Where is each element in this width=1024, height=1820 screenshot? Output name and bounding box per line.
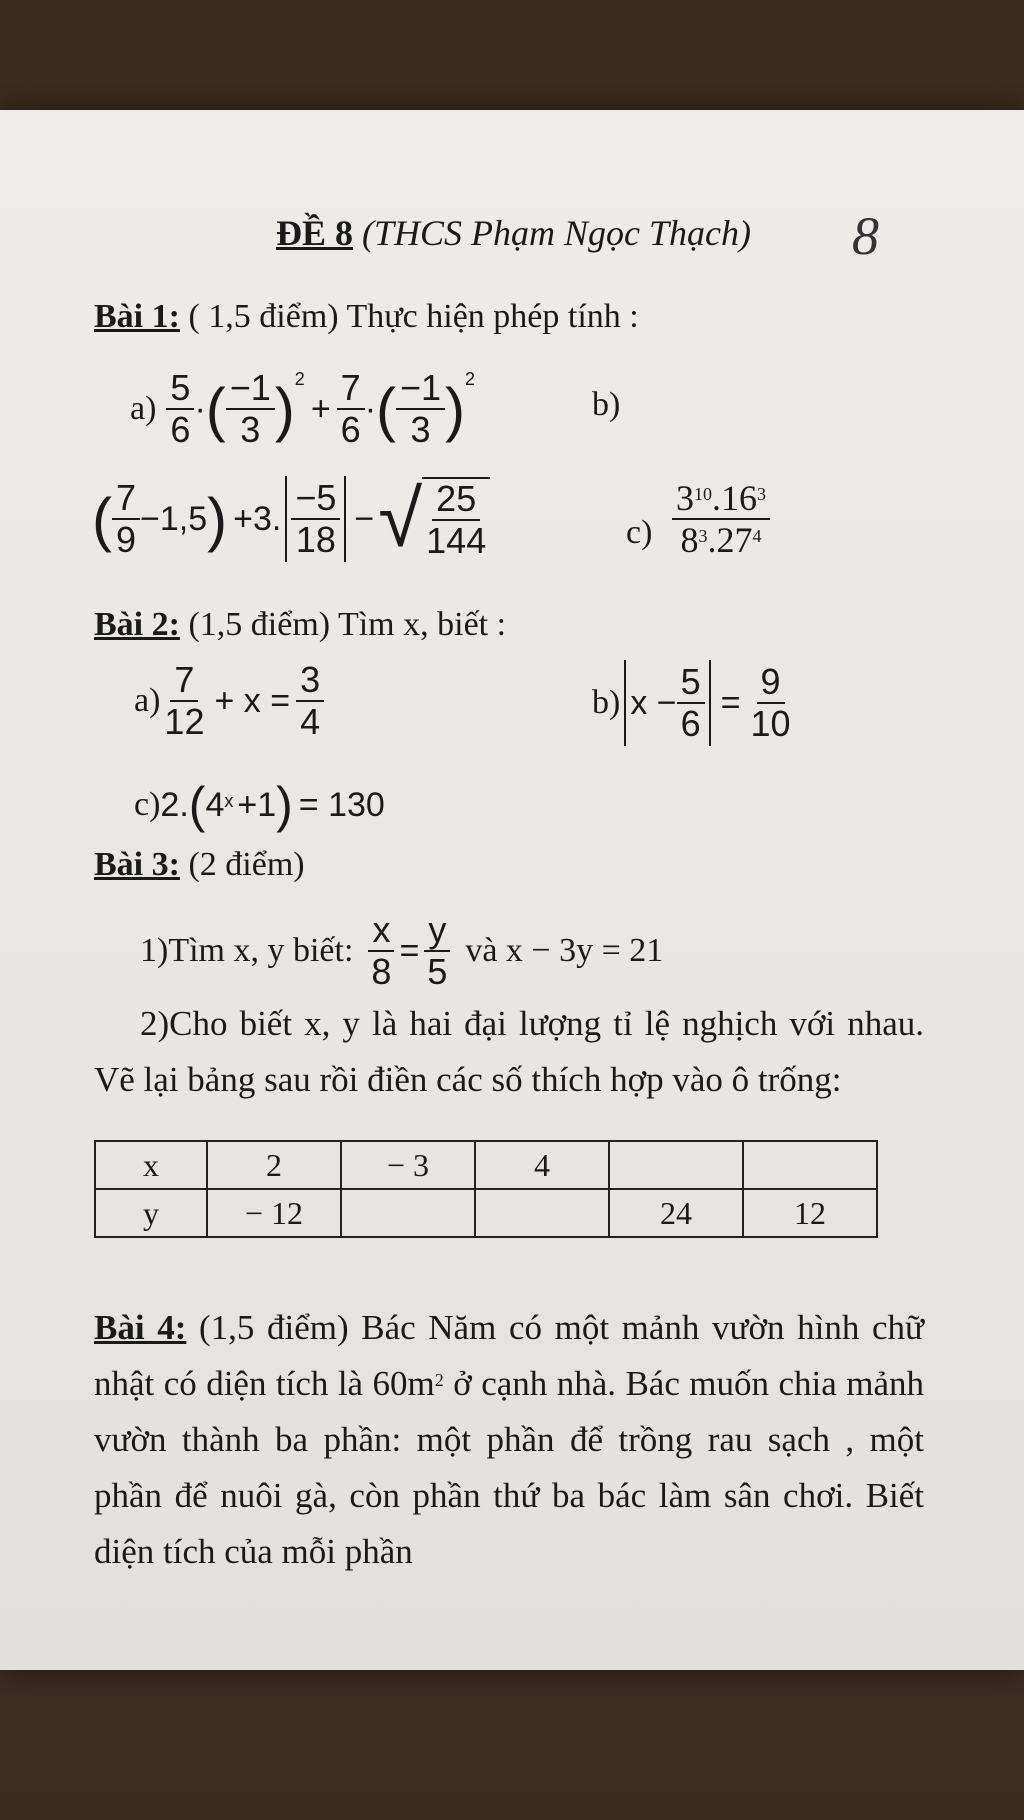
bai2-b-frac1: $\frac{5}{6}$	[677, 662, 705, 744]
bai2-text: (1,5 điểm) Tìm x, biết :	[188, 606, 507, 643]
table-cell: x	[95, 1141, 207, 1189]
bai2-part-b: b) x − $\frac{5}{6}$ = $\frac{9}{10}$	[592, 660, 795, 746]
bai2-part-c: c) 2. ( 4 x +1 ) = 130	[134, 777, 385, 833]
bai3-p1-frac1: $\frac{x}{8}$	[367, 910, 395, 992]
bai1-b-frac1: $\frac{7}{9}$	[112, 478, 140, 560]
title-school: (THCS Phạm Ngọc Thạch)	[362, 213, 752, 253]
handwritten-mark: 8	[852, 206, 879, 266]
title-label: ĐỀ 8	[276, 213, 354, 253]
bai1-heading-line	[94, 298, 639, 336]
table-cell	[475, 1189, 609, 1237]
table-cell	[743, 1141, 877, 1189]
bai1-part-a: a) $\frac{5}{6}$ · ( $\frac{-1}{3}$ ) 2 + $\frac{7}{6}$ · ( $\frac{-1}{3}$ ) 2	[130, 367, 476, 450]
bai1-a-frac1: $\frac{5}{6}$	[166, 368, 194, 450]
table-row-x	[95, 1141, 877, 1189]
table-row-y	[95, 1189, 877, 1237]
bai1-c-label: c)	[626, 514, 653, 551]
bai1-text: ( 1,5 điểm) Thực hiện phép tính :	[188, 298, 639, 335]
bai2-part-a: a) $\frac{7}{12}$ + x = $\frac{3}{4}$	[134, 660, 324, 742]
bai3-p1-frac2: $\frac{y}{5}$	[423, 910, 451, 992]
bai1-a-frac4: $\frac{-1}{3}$	[396, 368, 445, 450]
bai1-b-sqrt-frac: $\frac{25}{144}$	[422, 477, 490, 561]
table-cell: − 12	[207, 1189, 341, 1237]
bai3-heading-line	[94, 846, 305, 884]
table-cell	[609, 1141, 743, 1189]
bai3-text: (2 điểm)	[188, 846, 305, 883]
bai1-a-frac2: $\frac{-1}{3}$	[226, 368, 275, 450]
bai1-part-c	[672, 478, 770, 560]
bai1-a-label: a)	[130, 390, 157, 427]
bai4-heading: Bài 4:	[94, 1308, 187, 1347]
bai1-b-abs-frac: $\frac{-5}{18}$	[291, 478, 340, 560]
table-cell: 12	[743, 1189, 877, 1237]
bai1-a-frac3: $\frac{7}{6}$	[337, 368, 365, 450]
bai3-heading: Bài 3:	[94, 846, 180, 883]
bai2-heading: Bài 2:	[94, 606, 180, 643]
bai2-a-frac2: $\frac{3}{4}$	[296, 660, 324, 742]
table-cell: 4	[475, 1141, 609, 1189]
bai3-part-2: 2)Cho biết x, y là hai đại lượng tỉ lệ nghịch với nhau. Vẽ lại bảng sau rồi điền các số thích hợp vào ô trống:	[94, 1004, 924, 1099]
table-cell: 24	[609, 1189, 743, 1237]
table-cell: − 3	[341, 1141, 475, 1189]
bai2-b-frac2: $\frac{9}{10}$	[750, 661, 791, 744]
bai3-part-1: 1)Tìm x, y biết: $\frac{x}{8}$ = $\frac{y}{5}$ và x − 3y = 21	[140, 909, 664, 992]
bai1-b-label: b)	[592, 386, 621, 423]
bai4-paragraph: Bài 4: (1,5 điểm) Bác Năm có một mảnh vườn hình chữ nhật có diện tích là $60m^2$ ở cạnh nhà. Bác muốn chia mảnh vườn thành ba phần: một phần để trồng rau sạch , một phần để nuôi gà, còn phần thứ ba bác làm sân chơi. Biết diện tích của mỗi phần	[94, 1308, 924, 1571]
page-title	[276, 212, 751, 254]
bai1-c-frac: $\frac{3^{10}.16^3}{8^3.27^4}$	[672, 478, 770, 560]
bai2-a-frac1: $\frac{7}{12}$	[164, 659, 205, 742]
values-table	[94, 1140, 878, 1238]
bai1-heading: Bài 1:	[94, 298, 180, 335]
table-cell	[341, 1189, 475, 1237]
table-cell: y	[95, 1189, 207, 1237]
table-cell: 2	[207, 1141, 341, 1189]
bai2-heading-line	[94, 606, 506, 644]
bai1-part-b: ( $\frac{7}{9}$ −1,5 ) +3. $\frac{-5}{18}$ − √ $\frac{25}{144}$	[92, 476, 490, 562]
